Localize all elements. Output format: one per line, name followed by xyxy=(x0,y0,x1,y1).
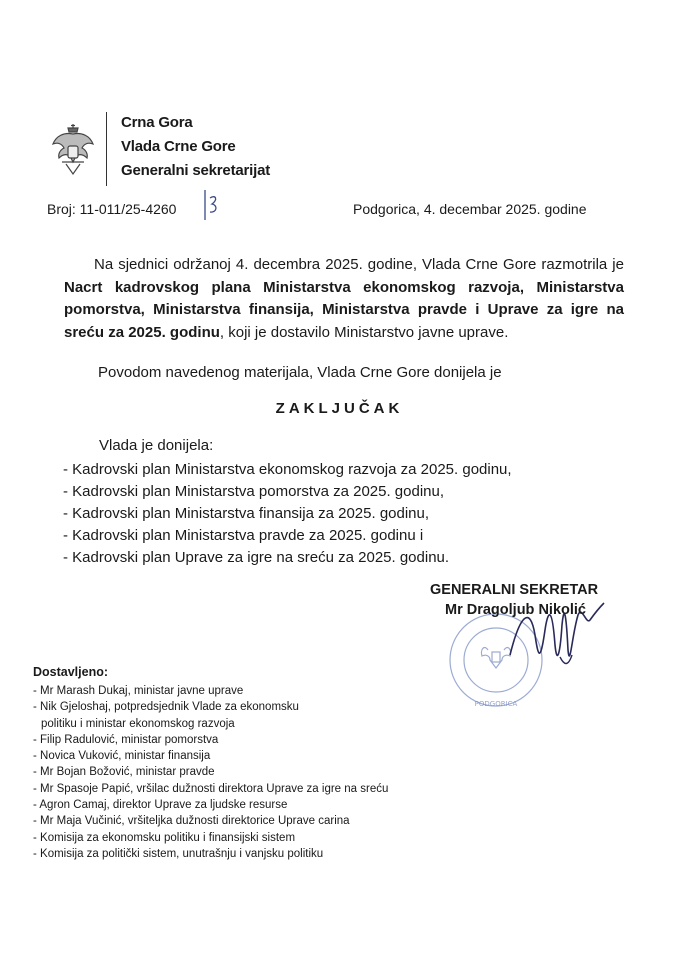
list-item: - Kadrovski plan Uprave za igre na sreću za 2025. godinu. xyxy=(63,549,450,566)
list-item: - Kadrovski plan Ministarstva ekonomskog razvoja za 2025. godinu, xyxy=(63,461,512,478)
list-item: - Kadrovski plan Ministarstva finansija za 2025. godinu, xyxy=(63,505,430,522)
svg-text:PODGORICA: PODGORICA xyxy=(474,700,518,708)
org-secretariat: Generalni sekretarijat xyxy=(121,162,271,179)
header-divider xyxy=(106,112,107,186)
intro-text-start: Na sjednici održanoj 4. decembra 2025. godine, Vlada Crne Gore razmotrila je xyxy=(94,256,624,273)
list-item: - Mr Bojan Božović, ministar pravde xyxy=(33,766,215,779)
intro-text-bold: Nacrt kadrovskog plana Ministarstva ekonomskog razvoja, Ministarstva pomorstva, Ministarstva finansija, Ministarstva pravde i Uprave za igre na sreću za 2025. godinu xyxy=(64,278,624,341)
list-item: - Mr Maja Vučinić, vršiteljka dužnosti direktorice Uprave carina xyxy=(33,815,350,828)
list-item: politiku i ministar ekonomskog razvoja xyxy=(41,717,235,730)
handwritten-mark-icon xyxy=(202,188,222,222)
decision-list xyxy=(63,459,512,569)
list-item: - Komisija za politički sistem, unutrašnju i vanjsku politiku xyxy=(33,847,324,860)
list-item: - Kadrovski plan Ministarstva pravde za 2025. godinu i xyxy=(63,527,424,544)
list-item: - Filip Radulović, ministar pomorstva xyxy=(33,733,219,746)
document-date: Podgorica, 4. decembar 2025. godine xyxy=(353,201,587,217)
list-item: - Mr Spasoje Papić, vršilac dužnosti direktora Uprave za igre na sreću xyxy=(33,782,389,795)
decision-title: ZAKLJUČAK xyxy=(275,400,404,417)
decision-paragraph: Povodom navedenog materijala, Vlada Crne Gore donijela je xyxy=(98,364,502,381)
list-item: - Kadrovski plan Ministarstva pomorstva za 2025. godinu, xyxy=(63,483,445,500)
coat-of-arms-icon xyxy=(50,122,96,178)
list-item: - Novica Vuković, ministar finansija xyxy=(33,750,211,763)
list-item: - Komisija za ekonomsku politiku i finansijski sistem xyxy=(33,831,296,844)
distribution-list xyxy=(33,683,388,862)
list-item: - Mr Marash Dukaj, ministar javne uprave xyxy=(33,685,244,697)
org-government: Vlada Crne Gore xyxy=(121,138,236,155)
signatory-title: GENERALNI SEKRETAR xyxy=(430,582,599,598)
distribution-title: Dostavljeno: xyxy=(33,665,109,679)
decision-lead: Vlada je donijela: xyxy=(99,437,214,454)
document-number: Broj: 11-011/25-4260 xyxy=(47,201,177,217)
intro-text-end: , koji je dostavilo Ministarstvo javne uprave. xyxy=(219,323,509,341)
list-item: - Nik Gjeloshaj, potpredsjednik Vlade za ekonomsku xyxy=(33,701,299,714)
signatory-name: Mr Dragoljub Nikolić xyxy=(445,602,586,618)
list-item: - Agron Camaj, direktor Uprave za ljudske resurse xyxy=(33,799,288,812)
intro-paragraph xyxy=(64,254,624,344)
org-country: Crna Gora xyxy=(121,114,193,131)
